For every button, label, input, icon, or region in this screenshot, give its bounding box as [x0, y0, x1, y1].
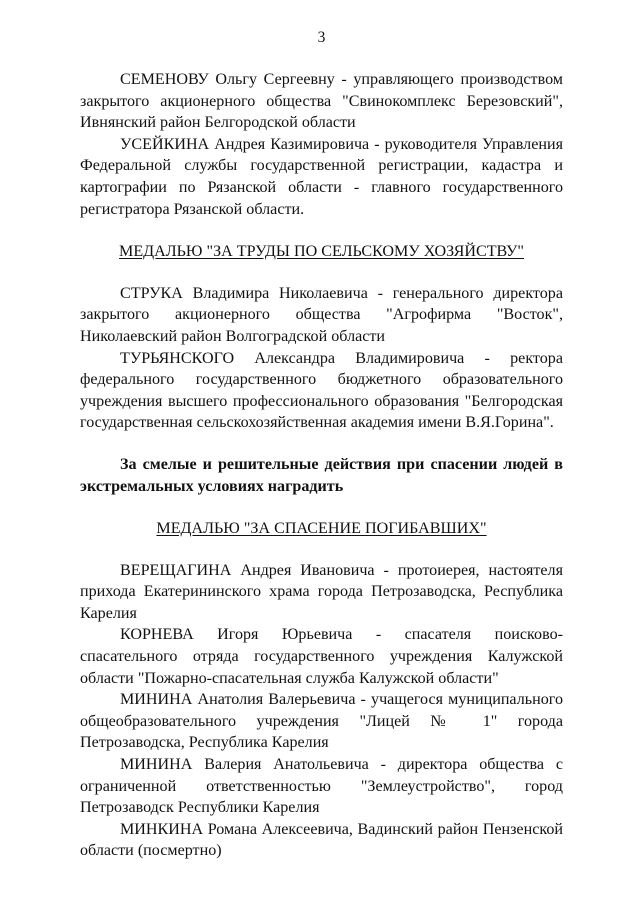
award-entry: МИНИНА Анатолия Валерьевича - учащегося муниципального общеобразовательного учреждения "Лицей № 1" города Петрозаводска, Республика Карелия — [80, 691, 563, 752]
award-entry: КОРНЕВА Игоря Юрьевича - спасателя поисково-спасательного отряда государственного учреждения Калужской области "Пожарно-спасательная служба Калужской области" — [80, 626, 563, 687]
rescue-intro-text: За смелые и решительные действия при спасении людей в экстремальных условиях наградить — [80, 455, 563, 495]
award-entry: СТРУКА Владимира Николаевича - генерального директора закрытого акционерного общества "Агрофирма "Восток", Николаевский район Волгоградской области — [80, 284, 563, 345]
page-number: 3 — [317, 29, 326, 46]
document-body — [80, 69, 563, 862]
award-entry: УСЕЙКИНА Андрея Казимировича - руководителя Управления Федеральной службы государственной регистрации, кадастра и картографии по Рязанской области - главного государственного регистратора Рязанской области. — [80, 135, 563, 218]
section-heading-rescue-medal: МЕДАЛЬЮ "ЗА СПАСЕНИЕ ПОГИБАВШИХ" — [156, 520, 487, 538]
award-entry: СЕМЕНОВУ Ольгу Сергеевну - управляющего производством закрытого акционерного общества "Свинокомплекс Березовский", Ивнянский район Белгородской области — [80, 71, 563, 132]
section-heading-agriculture-medal: МЕДАЛЬЮ "ЗА ТРУДЫ ПО СЕЛЬСКОМУ ХОЗЯЙСТВУ" — [119, 243, 524, 261]
award-entry: МИНИНА Валерия Анатольевича - директора общества с ограниченной ответственностью "Землеустройство", город Петрозаводск Республики Карелия — [80, 756, 563, 817]
agriculture-medal-list — [80, 283, 563, 434]
award-entry: МИНКИНА Романа Алексеевича, Вадинский район Пензенской области (посмертно) — [80, 820, 563, 860]
award-entry: ТУРЬЯНСКОГО Александра Владимировича - ректора федерального государственного бюджетного образовательного учреждения высшего профессионального образования "Белгородская государственная сельскохозяйственная академия имени В.Я.Горина". — [80, 349, 563, 432]
award-entry: ВЕРЕЩАГИНА Андрея Ивановича - протоиерея, настоятеля прихода Екатерининского храма города Петрозаводска, Республика Карелия — [80, 561, 563, 622]
document-page — [80, 0, 563, 905]
rescue-medal-list — [80, 560, 563, 862]
